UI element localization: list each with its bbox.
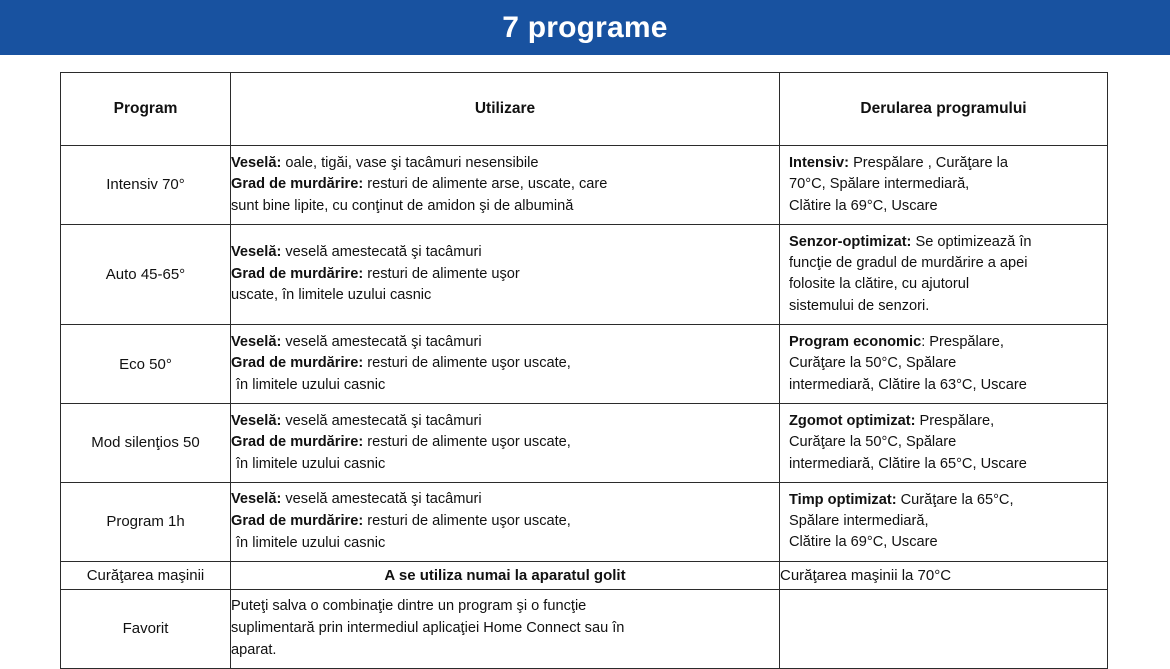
course-cell-auto-45-65 — [780, 224, 1108, 324]
program-name-curatarea-masinii: Curăţarea maşinii — [61, 561, 231, 589]
usage-label-grad-murdarire: Grad de murdărire: — [231, 434, 364, 451]
usage-text-vesela: oale, tigăi, vase şi tacâmuri nesensibile — [281, 154, 539, 171]
course-text-line1: Se optimizează în — [911, 233, 1032, 250]
course-text-line2: funcţie de gradul de murdărire a apei — [789, 255, 1028, 272]
usage-cell-mod-silentios-50 — [231, 403, 780, 482]
usage-text-continuation: în limitele uzului casnic — [236, 534, 386, 551]
column-header-utilizare: Utilizare — [231, 73, 780, 146]
course-text-line3: intermediară, Clătire la 65°C, Uscare — [789, 455, 1027, 472]
usage-label-vesela: Veselă: — [231, 244, 282, 261]
course-cell-program-1h — [780, 482, 1108, 561]
usage-text-vesela: veselă amestecată şi tacâmuri — [281, 333, 482, 350]
course-cell-mod-silentios-50 — [780, 403, 1108, 482]
table-row — [61, 224, 1108, 324]
usage-label-grad-murdarire: Grad de murdărire: — [231, 513, 364, 529]
program-name-program-1h: Program 1h — [61, 482, 231, 561]
course-text-line1: Prespălare , Curăţare la — [849, 155, 1009, 171]
usage-label-vesela: Veselă: — [231, 491, 282, 508]
usage-cell-auto-45-65 — [231, 224, 780, 324]
usage-text-grad-murdarire: resturi de alimente uşor uscate, — [363, 513, 571, 529]
course-text-line1: Curăţare la 65°C, — [896, 491, 1014, 508]
course-label-senzor-optimizat: Senzor-optimizat: — [789, 233, 912, 250]
usage-text-line1: Puteţi salva o combinaţie dintre un program şi o funcţie — [231, 598, 587, 615]
usage-text-grad-murdarire: resturi de alimente uşor — [363, 265, 520, 282]
program-name-eco-50: Eco 50° — [61, 325, 231, 404]
table-row — [61, 403, 1108, 482]
programs-table — [60, 72, 1108, 669]
usage-cell-intensiv-70 — [231, 146, 780, 225]
usage-cell-eco-50 — [231, 325, 780, 404]
course-cell-curatarea-masinii: Curăţarea maşinii la 70°C — [780, 561, 1108, 589]
course-text-line1: : Prespălare, — [921, 334, 1004, 351]
program-name-mod-silentios-50: Mod silenţios 50 — [61, 403, 231, 482]
course-text-line2: 70°C, Spălare intermediară, — [789, 176, 970, 193]
course-text-line3: Clătire la 69°C, Uscare — [789, 534, 938, 551]
course-text-line3: folosite la clătire, cu ajutorul — [789, 276, 970, 293]
column-header-derularea-programului: Derularea programului — [780, 73, 1108, 146]
course-cell-eco-50 — [780, 325, 1108, 404]
course-label-program-economic: Program economic — [789, 334, 922, 351]
course-text-line2: Curăţare la 50°C, Spălare — [789, 355, 957, 372]
usage-cell-program-1h — [231, 482, 780, 561]
table-header-row — [61, 73, 1108, 146]
course-cell-favorit — [780, 589, 1108, 668]
usage-label-vesela: Veselă: — [231, 412, 282, 429]
course-label-intensiv: Intensiv: — [789, 155, 850, 171]
table-row — [61, 482, 1108, 561]
usage-text-continuation: în limitele uzului casnic — [236, 455, 386, 472]
program-name-intensiv-70: Intensiv 70° — [61, 146, 231, 225]
course-text-line2: Curăţare la 50°C, Spălare — [789, 434, 957, 451]
program-name-favorit: Favorit — [61, 589, 231, 668]
course-text-line3: Clătire la 69°C, Uscare — [789, 197, 938, 214]
usage-text-grad-murdarire: resturi de alimente uşor uscate, — [363, 355, 571, 372]
usage-text-vesela: veselă amestecată şi tacâmuri — [281, 244, 482, 261]
usage-text-line3: aparat. — [231, 641, 277, 658]
usage-cell-curatarea-masinii: A se utiliza numai la aparatul golit — [231, 561, 780, 589]
table-row — [61, 146, 1108, 225]
usage-text-continuation: sunt bine lipite, cu conţinut de amidon şi de albumină — [231, 197, 574, 214]
table-row — [61, 589, 1108, 668]
usage-text-grad-murdarire: resturi de alimente arse, uscate, care — [363, 176, 608, 193]
page-banner — [0, 0, 1170, 55]
usage-label-vesela: Veselă: — [231, 154, 282, 171]
usage-cell-favorit — [231, 589, 780, 668]
usage-label-grad-murdarire: Grad de murdărire: — [231, 176, 364, 193]
usage-label-vesela: Veselă: — [231, 333, 282, 350]
usage-text-line2: suplimentară prin intermediul aplicaţiei Home Connect sau în — [231, 619, 625, 636]
column-header-program: Program — [61, 73, 231, 146]
usage-label-grad-murdarire: Grad de murdărire: — [231, 265, 364, 282]
course-text-line4: sistemului de senzori. — [789, 297, 930, 314]
course-label-timp-optimizat: Timp optimizat: — [789, 491, 897, 508]
usage-text-vesela: veselă amestecată şi tacâmuri — [281, 491, 482, 508]
usage-text-grad-murdarire: resturi de alimente uşor uscate, — [363, 434, 571, 451]
page-title: 7 programe — [502, 10, 668, 44]
usage-text-continuation: uscate, în limitele uzului casnic — [231, 287, 432, 304]
program-name-auto-45-65: Auto 45-65° — [61, 224, 231, 324]
usage-label-grad-murdarire: Grad de murdărire: — [231, 355, 364, 372]
table-row — [61, 561, 1108, 589]
course-text-line3: intermediară, Clătire la 63°C, Uscare — [789, 376, 1027, 393]
usage-text-continuation: în limitele uzului casnic — [236, 376, 386, 393]
course-label-zgomot-optimizat: Zgomot optimizat: — [789, 412, 916, 429]
course-text-line2: Spălare intermediară, — [789, 513, 929, 530]
course-text-line1: Prespălare, — [915, 412, 995, 429]
usage-text-vesela: veselă amestecată şi tacâmuri — [281, 412, 482, 429]
table-row — [61, 325, 1108, 404]
programs-table-container — [60, 72, 1108, 669]
course-cell-intensiv-70 — [780, 146, 1108, 225]
